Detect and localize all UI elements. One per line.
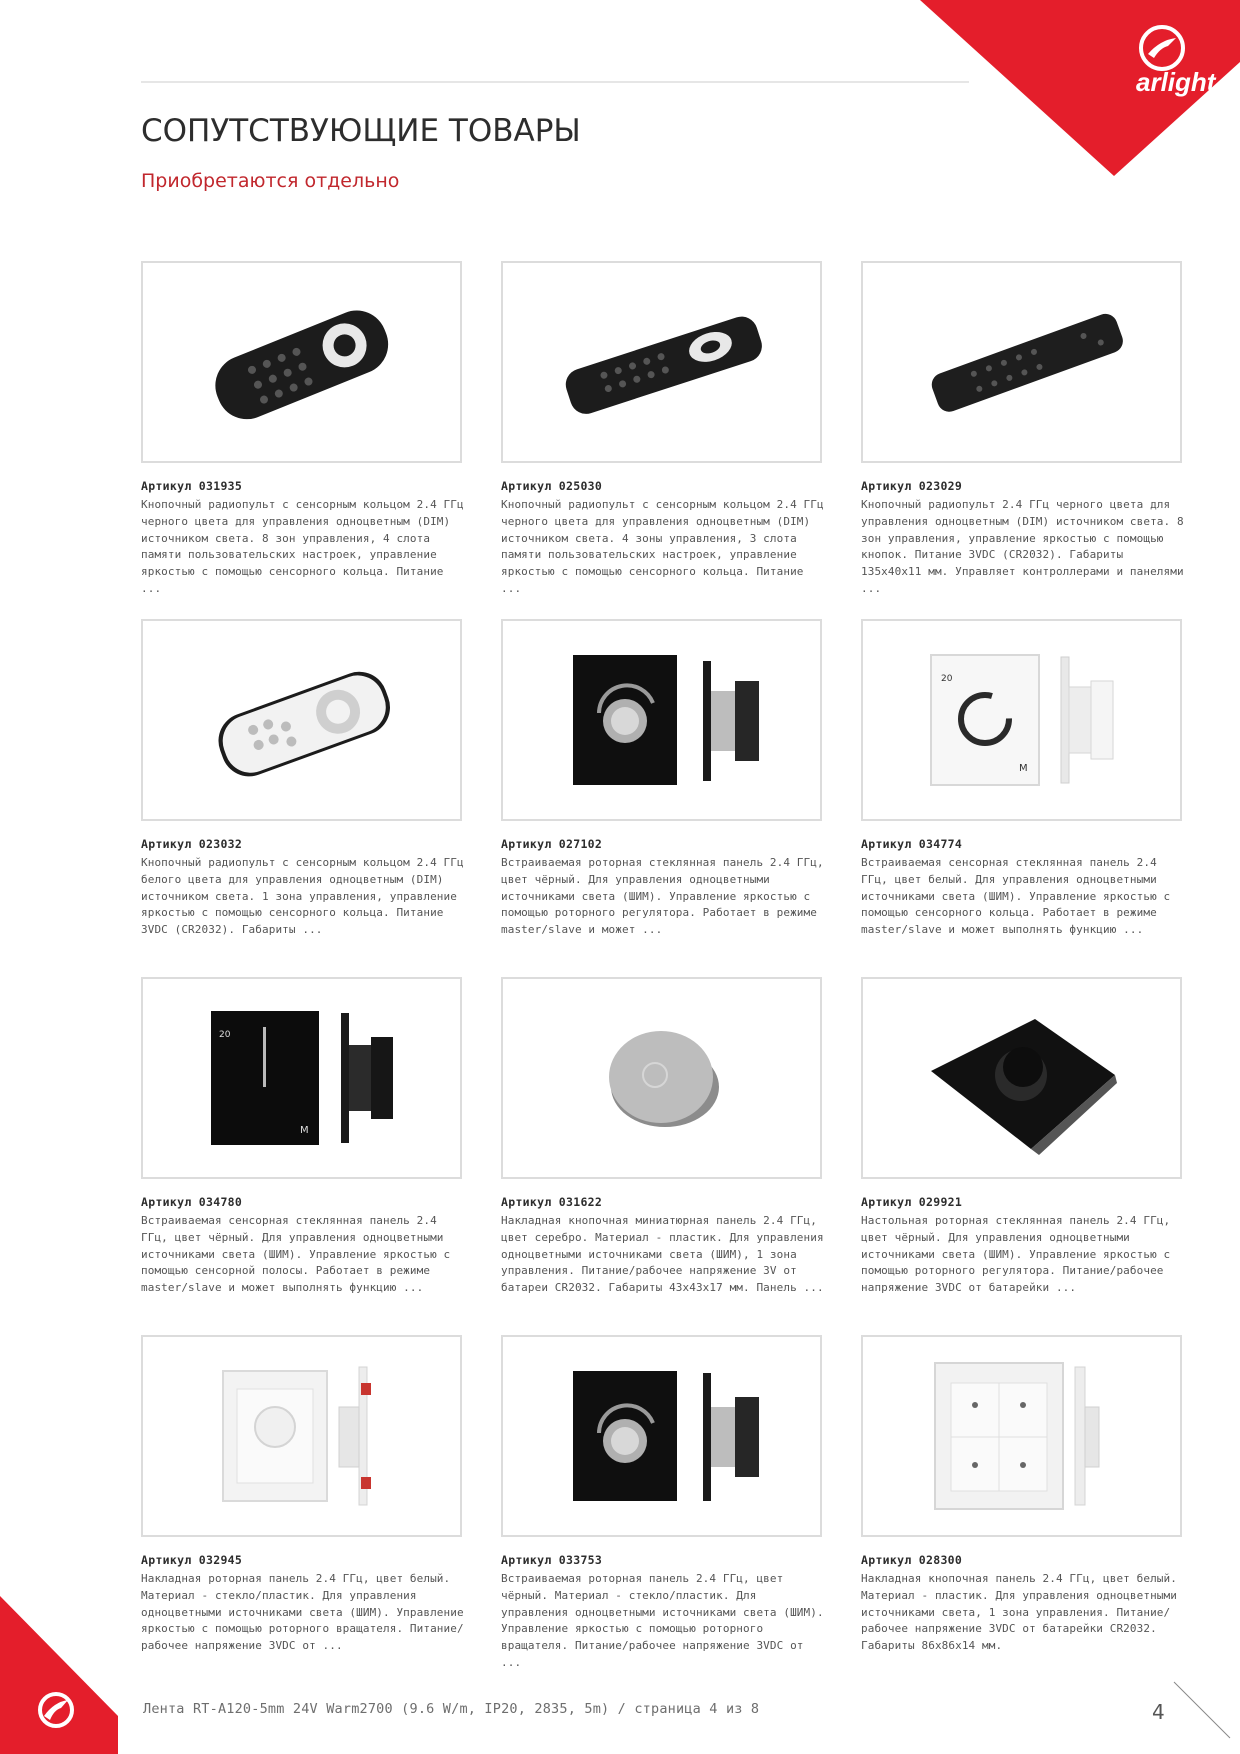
product-card[interactable] bbox=[861, 977, 1182, 1297]
white-rotary-panel-icon bbox=[143, 1337, 460, 1535]
product-image[interactable] bbox=[141, 977, 462, 1179]
brand-corner-top bbox=[920, 0, 1240, 176]
product-card[interactable] bbox=[501, 1335, 822, 1672]
product-article: Артикул 029921 bbox=[861, 1195, 963, 1209]
product-image[interactable] bbox=[141, 619, 462, 821]
product-card[interactable] bbox=[501, 977, 822, 1297]
product-article: Артикул 025030 bbox=[501, 479, 603, 493]
black-rotary-panel-icon bbox=[503, 621, 820, 819]
page-subtitle: Приобретаются отдельно bbox=[141, 170, 400, 192]
product-image[interactable] bbox=[501, 261, 822, 463]
svg-text:arlight: arlight bbox=[1136, 67, 1216, 97]
black-remote-touch-ring-icon bbox=[503, 263, 820, 461]
product-description: Накладная кнопочная панель 2.4 ГГц, цвет белый. Материал - пластик. Для управления одноцветными источниками света, 1 зона управления. Питание/рабочее напряжение 3VDC от батарейки CR2032. Габариты 86x86x14 мм. bbox=[861, 1572, 1177, 1653]
black-touch-panel-icon bbox=[143, 979, 460, 1177]
product-card[interactable] bbox=[141, 977, 462, 1297]
product-image[interactable] bbox=[861, 1335, 1182, 1537]
product-description: Встраиваемая сенсорная стеклянная панель 2.4 ГГц, цвет белый. Для управления одноцветными источниками света (ШИМ). Управление яркостью с помощью сенсорного кольца. Работает в режиме master/slave и может выполнять функцию ... bbox=[861, 856, 1171, 937]
product-card[interactable] bbox=[141, 619, 462, 939]
header-divider bbox=[141, 81, 969, 83]
product-article: Артикул 023032 bbox=[141, 837, 243, 851]
product-description: Кнопочный радиопульт с сенсорным кольцом 2.4 ГГц черного цвета для управления одноцветным (DIM) источником света. 4 зоны управления, 3 слота памяти пользовательских настроек, управление яркостью с помощью сенсорного кольца. Питание ... bbox=[501, 498, 824, 595]
product-image[interactable] bbox=[861, 261, 1182, 463]
black-rotary-panel-icon bbox=[503, 1337, 820, 1535]
product-description: Встраиваемая роторная стеклянная панель 2.4 ГГц, цвет чёрный. Для управления одноцветными источниками света (ШИМ). Управление яркостью с помощью роторного регулятора. Работает в режиме master/slave и может ... bbox=[501, 856, 824, 937]
white-touch-panel-icon bbox=[863, 621, 1180, 819]
silver-mini-button-icon bbox=[503, 979, 820, 1177]
product-card[interactable] bbox=[861, 619, 1182, 939]
black-desktop-rotary-icon bbox=[863, 979, 1180, 1177]
white-button-panel-icon bbox=[863, 1337, 1180, 1535]
product-card[interactable] bbox=[141, 1335, 462, 1655]
product-description: Кнопочный радиопульт 2.4 ГГц черного цвета для управления одноцветным (DIM) источником света. 8 зон управления, управление яркостью с помощью кнопок. Питание 3VDC (CR2032). Габариты 135x40x11 мм. Управляет контроллерами и панелями ... bbox=[861, 498, 1184, 595]
black-remote-buttons-icon bbox=[863, 263, 1180, 461]
product-card[interactable] bbox=[501, 261, 822, 598]
product-article: Артикул 028300 bbox=[861, 1553, 963, 1567]
product-article: Артикул 032945 bbox=[141, 1553, 243, 1567]
svg-text:M: M bbox=[1019, 763, 1028, 774]
product-image[interactable] bbox=[501, 619, 822, 821]
product-description: Настольная роторная стеклянная панель 2.4 ГГц, цвет чёрный. Для управления одноцветными источниками света (ШИМ). Управление яркостью с помощью роторного регулятора. Питание/рабочее напряжение 3VDC от батарейки ... bbox=[861, 1214, 1171, 1295]
svg-text:20: 20 bbox=[941, 674, 953, 684]
product-image[interactable] bbox=[861, 619, 1182, 821]
product-description: Кнопочный радиопульт с сенсорным кольцом 2.4 ГГц белого цвета для управления одноцветным (DIM) источником света. 1 зона управления, управление яркостью с помощью сенсорного кольца. Питание 3VDC (CR2032). Габариты ... bbox=[141, 856, 464, 937]
product-card[interactable] bbox=[861, 1335, 1182, 1655]
product-card[interactable] bbox=[141, 261, 462, 598]
product-article: Артикул 031622 bbox=[501, 1195, 603, 1209]
product-description: Встраиваемая роторная панель 2.4 ГГц, цвет чёрный. Материал - стекло/пластик. Для управления одноцветными источниками света (ШИМ). Управление яркостью с помощью роторного вращателя. Питание/рабочее напряжение 3VDC от ... bbox=[501, 1572, 824, 1669]
page-corner-line bbox=[1172, 1680, 1232, 1740]
product-card[interactable] bbox=[501, 619, 822, 939]
svg-text:20: 20 bbox=[219, 1030, 231, 1040]
product-image[interactable] bbox=[141, 1335, 462, 1537]
product-description: Накладная роторная панель 2.4 ГГц, цвет белый. Материал - стекло/пластик. Для управления одноцветными источниками света (ШИМ). Управление яркостью с помощью роторного вращателя. Питание/рабочее напряжение 3VDC от ... bbox=[141, 1572, 464, 1653]
product-article: Артикул 023029 bbox=[861, 479, 963, 493]
product-description: Накладная кнопочная миниатюрная панель 2.4 ГГц, цвет серебро. Материал - пластик. Для управления одноцветными источниками света (ШИМ), 1 зона управления. Питание/рабочее напряжение 3V от батареи CR2032. Габариты 43x43x17 мм. Панель ... bbox=[501, 1214, 824, 1295]
product-image[interactable] bbox=[501, 977, 822, 1179]
product-card[interactable] bbox=[861, 261, 1182, 598]
black-remote-touch-ring-icon bbox=[143, 263, 460, 461]
footer-text: Лента RT-A120-5mm 24V Warm2700 (9.6 W/m, IP20, 2835, 5m) / страница 4 из 8 bbox=[143, 1701, 760, 1717]
page-title: СОПУТСТВУЮЩИЕ ТОВАРЫ bbox=[141, 113, 581, 149]
product-image[interactable] bbox=[501, 1335, 822, 1537]
product-article: Артикул 027102 bbox=[501, 837, 603, 851]
brand-corner-bottom bbox=[0, 1596, 118, 1754]
product-image[interactable] bbox=[861, 977, 1182, 1179]
page-number: 4 bbox=[1152, 1700, 1165, 1724]
product-description: Кнопочный радиопульт с сенсорным кольцом 2.4 ГГц черного цвета для управления одноцветным (DIM) источником света. 8 зон управления, 4 слота памяти пользовательских настроек, управление яркостью с помощью сенсорного кольца. Питание ... bbox=[141, 498, 464, 595]
product-article: Артикул 034774 bbox=[861, 837, 963, 851]
white-remote-touch-ring-icon bbox=[143, 621, 460, 819]
svg-text:M: M bbox=[300, 1125, 309, 1136]
product-description: Встраиваемая сенсорная стеклянная панель 2.4 ГГц, цвет чёрный. Для управления одноцветными источниками света (ШИМ). Управление яркостью с помощью сенсорной полосы. Работает в режиме master/slave и может выполнять функцию ... bbox=[141, 1214, 451, 1295]
product-image[interactable] bbox=[141, 261, 462, 463]
product-article: Артикул 031935 bbox=[141, 479, 243, 493]
product-article: Артикул 034780 bbox=[141, 1195, 243, 1209]
product-article: Артикул 033753 bbox=[501, 1553, 603, 1567]
